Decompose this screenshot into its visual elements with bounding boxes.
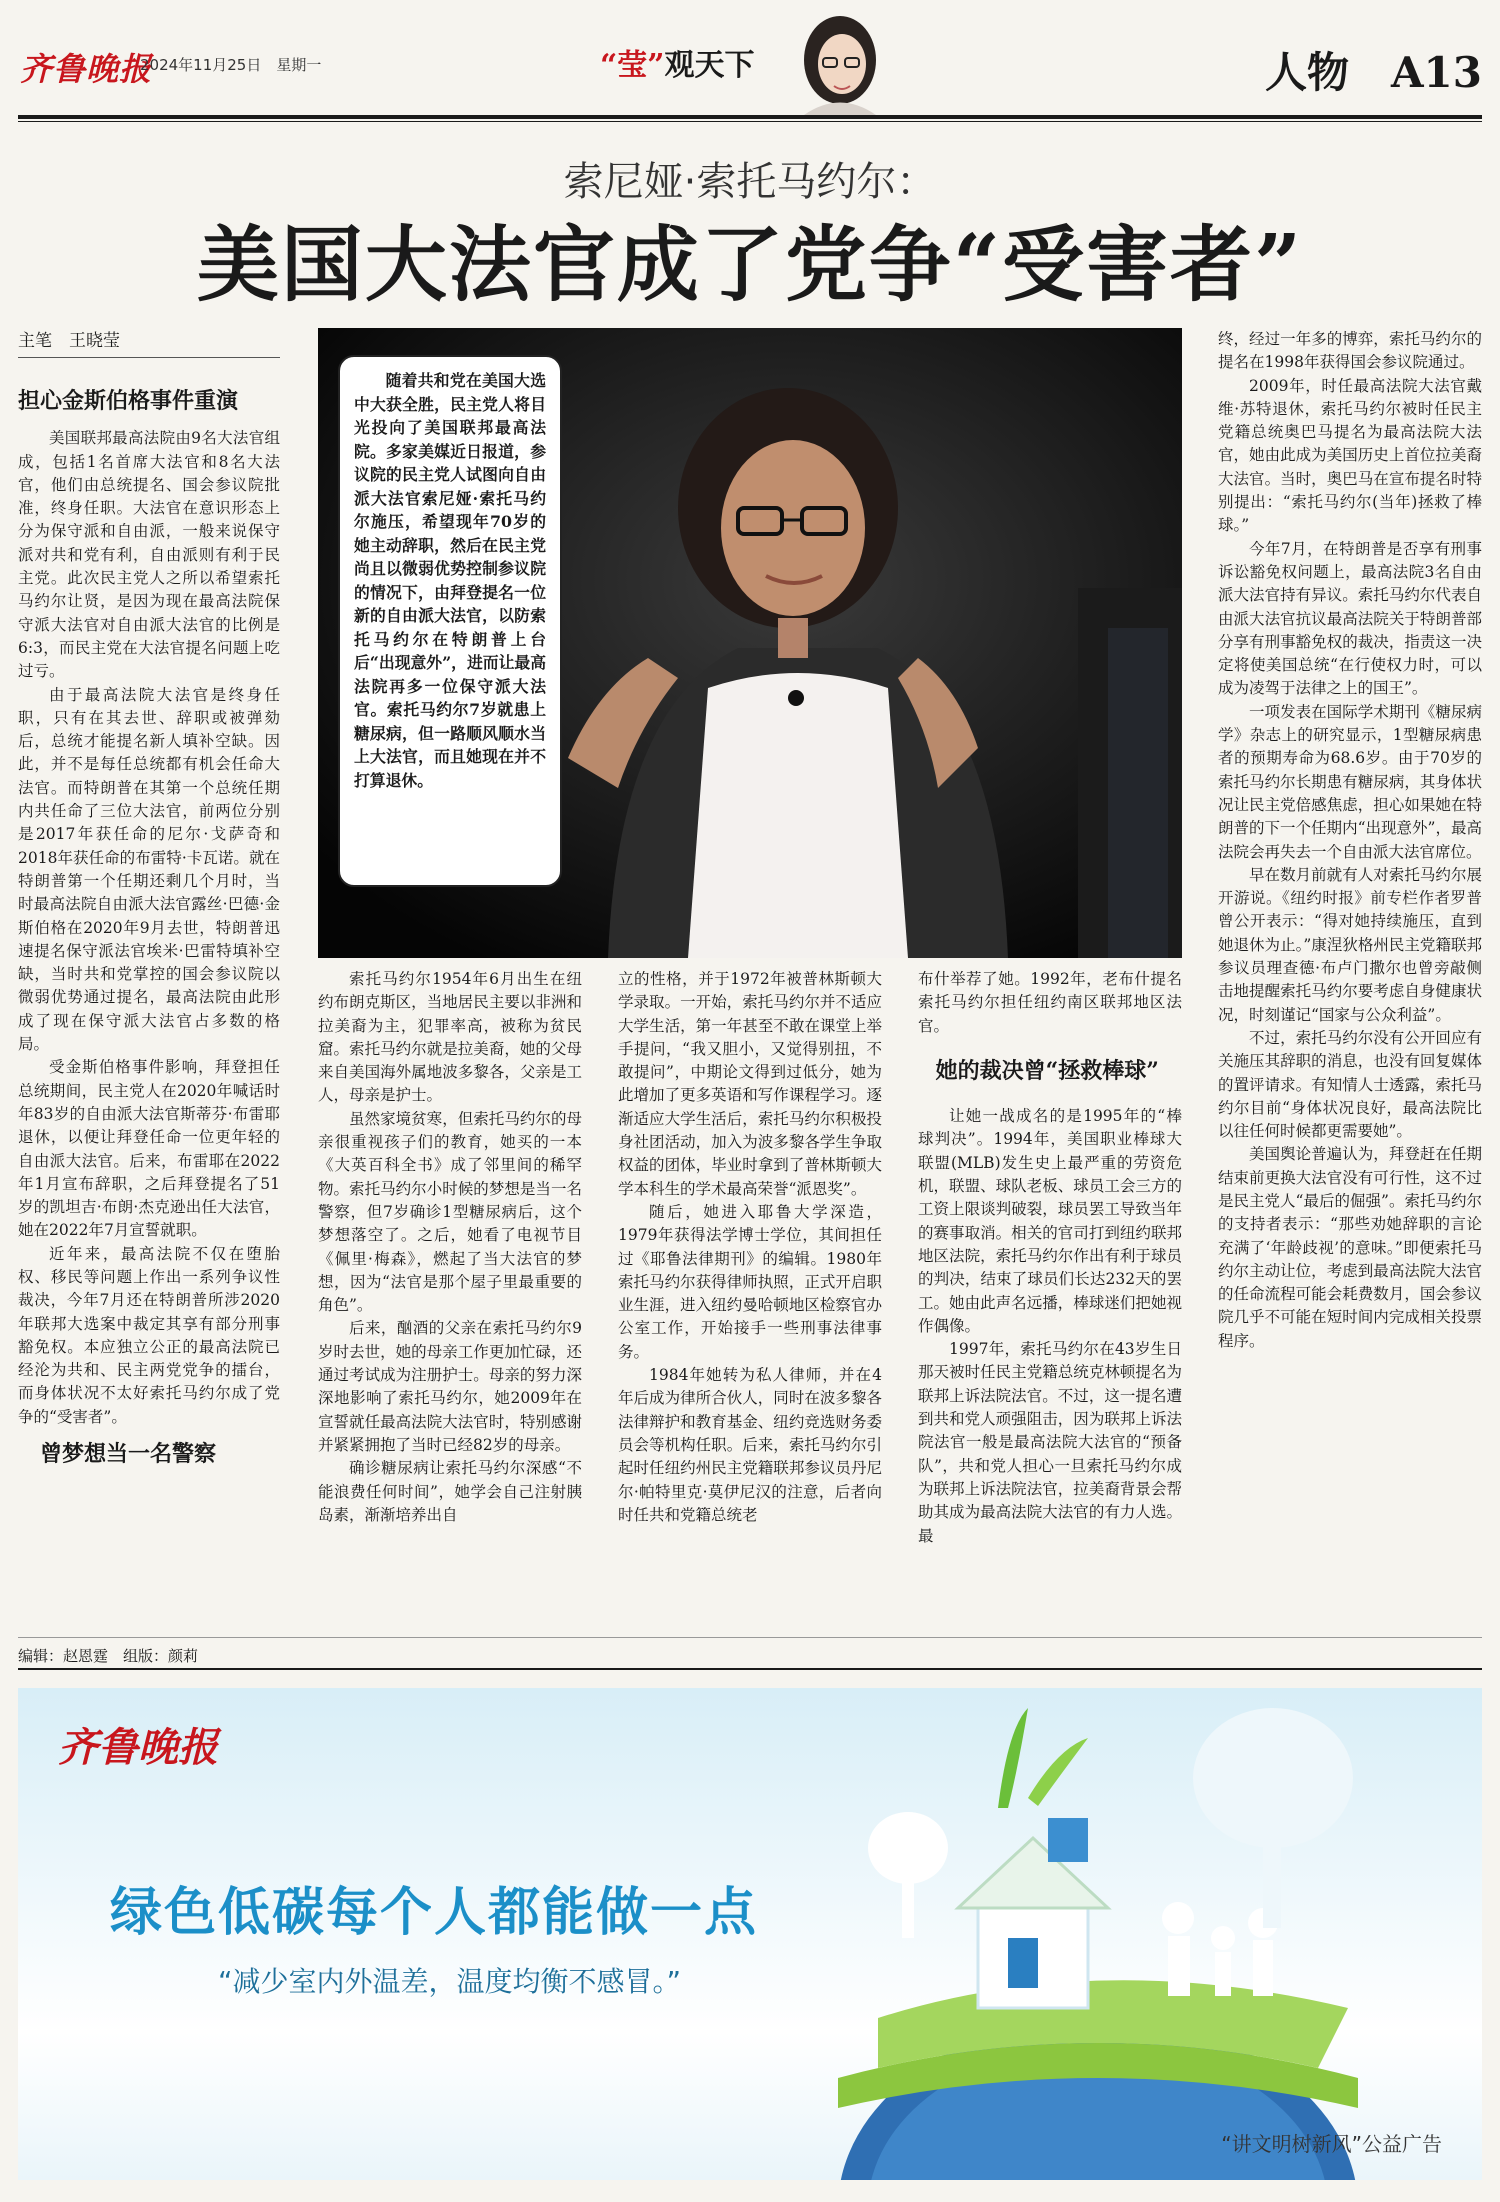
subhead-baseball: 她的裁决曾“拯救棒球” [935,1057,1159,1084]
subhead-police-dream: 曾梦想当一名警察 [40,1441,217,1468]
ad-logo: 齐鲁晚报 [58,1724,218,1771]
masthead-rule [18,115,1482,119]
paragraph: 终，经过一年多的博弈，索托马约尔的提名在1998年获得国会参议院通过。 [1218,330,1482,372]
column-suffix: 观天下 [664,48,755,83]
pull-quote-text: 随着共和党在美国大选中大获全胜，民主党人将目光投向了美国联邦最高法院。多家美媒近日报道，参议院的民主党人试图向自由派大法官索尼娅·索托马约尔施压，希望现年70岁的她主动辞职，然后在民主党尚且以微弱优势控制参议院的情况下，由拜登提名一位新的自由派大法官，以防索托马约尔在特朗普上台后“出现意外”，进而让最高法院再多一位保守派大法官。索托马约尔7岁就患上糖尿病，但一路顺风顺水当上大法官，而且她现在并不打算退休。 [354,371,546,790]
byline: 主笔 王晓莹 [18,326,280,358]
footer-divider [18,1637,1482,1638]
paragraph: 确诊糖尿病让索托马约尔深感“不能浪费任何时间”，她学会自己注射胰岛素，渐渐培养出自 [318,1459,582,1524]
ad-footer: “讲文明树新风”公益广告 [1221,2132,1442,2156]
paragraph: 早在数月前就有人对索托马约尔展开游说。《纽约时报》前专栏作者罗普曾公开表示：“得对她持续施压，直到她退休为止。”康涅狄格州民主党籍联邦参议员理查德·布卢门撒尔也曾旁敲侧击地提醒索托马约尔要考虑自身健康状况，时刻谨记“国家与公众利益”。 [1218,865,1482,1024]
issue-date: 2024年11月25日 星期一 [140,56,322,74]
masthead-logo: 齐鲁晚报 [20,50,153,88]
paragraph: 1997年，索托马约尔在43岁生日那天被时任民主党籍总统克林顿提名为联邦上诉法院法官。不过，这一提名遭到共和党人顽强阻击，因为联邦上诉法院法官一般是最高法院大法官的“预备队”，共和党人担心一旦索托马约尔成为联邦上诉法院法官，拉美裔背景会帮助其成为最高法院大法官的有力人选。最 [918,1340,1182,1545]
paragraph: 1984年她转为私人律师，并在4年后成为律所合伙人，同时在波多黎各法律辩护和教育基金、纽约竞选财务委员会等机构任职。后来，索托马约尔引起时任纽约州民主党籍联邦参议员丹尼尔·帕特里克·莫伊尼汉的注意，后者向时任共和党籍总统老 [618,1366,882,1524]
article-headline: 美国大法官成了党争“受害者” [196,217,1304,313]
paragraph: 美国舆论普遍认为，拜登赶在任期结束前更换大法官没有可行性，这不过是民主党人“最后的倔强”。索托马约尔的支持者表示：“那些劝她辞职的言论充满了‘年龄歧视’的意味。”即便索托马约尔主动让位，考虑到最高法院大法官的任命流程可能会耗费数月，国会参议院几乎不可能在短时间内完成相关投票程序。 [1218,1145,1482,1350]
public-service-ad [18,1688,1482,2180]
article-column-5 [1218,328,1482,1353]
column-title [600,40,755,84]
paragraph: 让她一战成名的是1995年的“棒球判决”。1994年，美国职业棒球大联盟(MLB)发生史上最严重的劳资危机，联盟、球队老板、球员工会三方的工资上限谈判破裂，球员罢工导致当年的赛事取消。相关的官司打到纽约联邦地区法院，索托马约尔作出有利于球员的判决，结束了球员们长达232天的罢工。她由此声名远播，棒球迷们把她视作偶像。 [918,1107,1182,1335]
paragraph: 索托马约尔1954年6月出生在纽约布朗克斯区，当地居民主要以非洲和拉美裔为主，犯罪率高，被称为贫民窟。索托马约尔就是拉美裔，她的父母来自美国海外属地波多黎各，父亲是工人，母亲是护士。 [318,970,582,1105]
page-rule [18,1668,1482,1670]
masthead-rule-thin [18,121,1482,122]
paragraph: 虽然家境贫寒，但索托马约尔的母亲很重视孩子们的教育，她买的一本《大英百科全书》成了邻里间的稀罕物。索托马约尔小时候的梦想是当一名警察，但7岁确诊1型糖尿病后，这个梦想落空了。之后，她看了电视节目《佩里·梅森》，燃起了当大法官的梦想，因为“法官是那个屋子里最重要的角色”。 [318,1109,582,1315]
paragraph: 布什举荐了她。1992年，老布什提名索托马约尔担任纽约南区联邦地区法官。 [918,970,1182,1035]
editor-credits: 编辑：赵恩霆 组版：颜莉 [18,1647,199,1665]
article-column-2 [318,968,582,1527]
article-subtitle: 索尼娅·索托马约尔： [563,159,937,205]
column-prefix: “莹” [600,48,665,83]
paragraph: 不过，索托马约尔没有公开回应有关施压其辞职的消息，也没有回复媒体的置评请求。有知情人士透露，索托马约尔目前“身体状况良好，最高法院比以往任何时候都更需要她”。 [1218,1028,1482,1141]
paragraph: 近年来，最高法院不仅在堕胎权、移民等问题上作出一系列争议性裁决，今年7月还在特朗普所涉2020年联邦大选案中裁定其享有部分刑事豁免权。本应独立公正的最高法院已经沦为共和、民主两党党争的擂台，而身体状况不太好索托马约尔成了党争的“受害者”。 [18,1244,280,1426]
pull-quote [338,355,562,887]
paragraph: 美国联邦最高法院由9名大法官组成，包括1名首席大法官和8名大法官，他们由总统提名、国会参议院批准，终身任职。大法官在意识形态上分为保守派和自由派，一般来说保守派对共和党有利，自由派则有利于民主党。此次民主党人之所以希望索托马约尔让贤，是因为现在最高法院保守派大法官对自由派大法官的比例是6:3，而民主党在大法官提名问题上吃过亏。 [18,429,280,681]
columnist-portrait [790,10,890,115]
paragraph: 后来，酗酒的父亲在索托马约尔9岁时去世，她的母亲工作更加忙碌，还通过考试成为注册护士。母亲的努力深深地影响了索托马约尔，她2009年在宣誓就任最高法院大法官时，特别感谢并紧紧拥抱了当时已经82岁的母亲。 [318,1319,582,1454]
paragraph: 今年7月，在特朗普是否享有刑事诉讼豁免权问题上，最高法院3名自由派大法官持有异议。索托马约尔代表自由派大法官抗议最高法院关于特朗普部分享有刑事豁免权的裁决，指责这一决定将使美国总统“在行使权力时，可以成为凌驾于法律之上的国王”。 [1218,539,1482,698]
ad-title: 绿色低碳每个人都能做一点 [110,1883,759,1943]
subhead-ginsburg: 担心金斯伯格事件重演 [18,388,239,414]
section-label: 人物 A13 [1264,48,1482,97]
ad-quote: “减少室内外温差，温度均衡不感冒。” [218,1965,682,1998]
paragraph: 一项发表在国际学术期刊《糖尿病学》杂志上的研究显示，1型糖尿病患者的预期寿命为68.6岁。由于70岁的索托马约尔长期患有糖尿病，其身体状况让民主党倍感焦虑，担心如果她在特朗普的下一个任期内“出现意外”，最高法院会再失去一个自由派大法官席位。 [1218,702,1482,861]
article-column-4 [918,968,1182,1548]
paragraph: 随后，她进入耶鲁大学深造，1979年获得法学博士学位，其间担任过《耶鲁法律期刊》的编辑。1980年索托马约尔获得律师执照，正式开启职业生涯，进入纽约曼哈顿地区检察官办公室工作，开始接手一些刑事法律事务。 [618,1202,882,1361]
article-column-3 [618,968,882,1527]
paragraph: 立的性格，并于1972年被普林斯顿大学录取。一开始，索托马约尔并不适应大学生活，第一年甚至不敢在课堂上举手提问，“我又胆小，又觉得别扭，不敢提问”，中期论文得到过低分，她为此增加了更多英语和写作课程学习。逐渐适应大学生活后，索托马约尔积极投身社团活动，加入为波多黎各学生争取权益的团体，毕业时拿到了普林斯顿大学本科生的学术最高荣誉“派恩奖”。 [618,970,882,1198]
article-column-1 [18,390,280,1466]
paragraph: 由于最高法院大法官是终身任职，只有在其去世、辞职或被弹劾后，总统才能提名新人填补空缺。因此，并不是每任总统都有机会任命大法官。而特朗普在其第一个总统任期内共任命了三位大法官，前两位分别是2017年获任命的尼尔·戈萨奇和2018年获任命的布雷特·卡瓦诺。就在特朗普第一个任期还剩几个月时，当时最高法院自由派大法官露丝·巴德·金斯伯格在2020年9月去世，特朗普迅速提名保守派法官埃米·巴雷特填补空缺，当时共和党掌控的国会参议院以微弱优势通过提名，最高法院由此形成了现在保守派大法官占多数的格局。 [18,685,280,1054]
paragraph: 2009年，时任最高法院大法官戴维·苏特退休，索托马约尔被时任民主党籍总统奥巴马提名为最高法院大法官，她由此成为美国历史上首位拉美裔大法官。当时，奥巴马在宣布提名时特别提出：“索托马约尔(当年)拯救了棒球。” [1218,376,1482,535]
paragraph: 受金斯伯格事件影响，拜登担任总统期间，民主党人在2020年喊话时年83岁的自由派大法官斯蒂芬·布雷耶退休，以便让拜登任命一位更年轻的自由派大法官。后来，布雷耶在2022年1月宣布辞职，之后拜登提名了51岁的凯坦吉·布朗·杰克逊出任大法官，她在2022年7月宣誓就职。 [18,1058,280,1240]
